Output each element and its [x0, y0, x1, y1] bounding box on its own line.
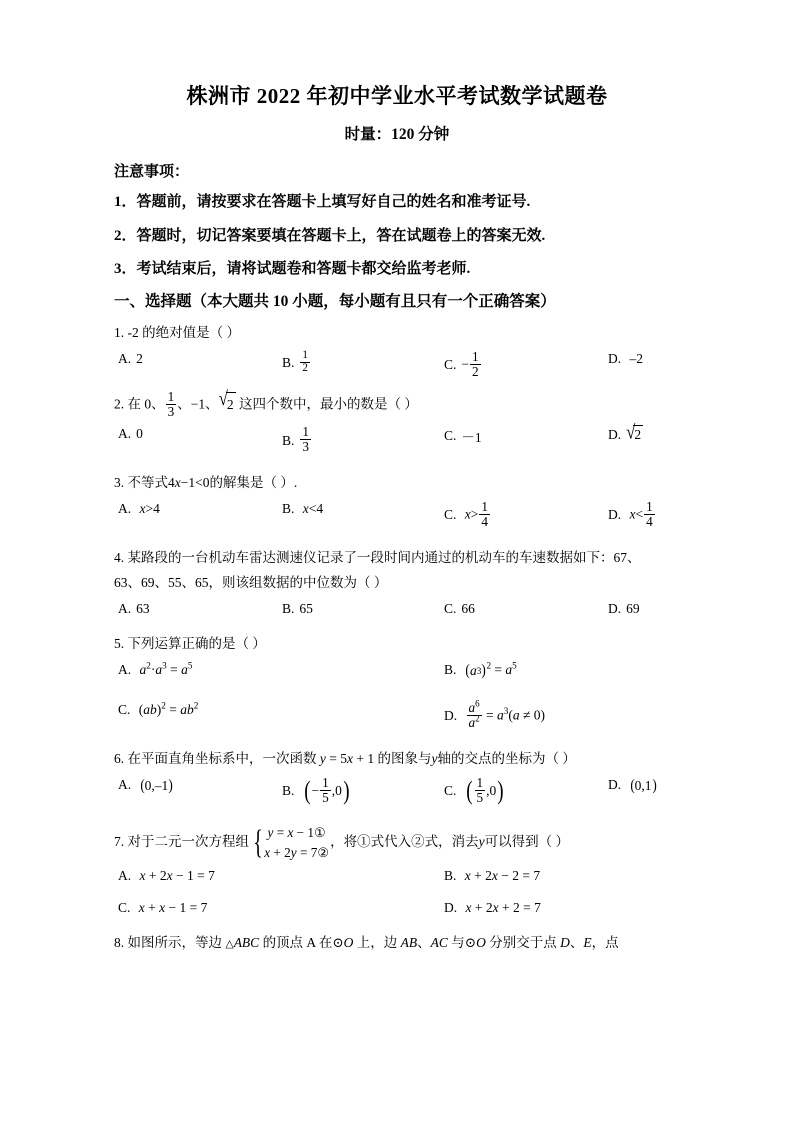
option-label: C. — [444, 600, 457, 616]
question-4-option-a[interactable] — [118, 601, 150, 617]
option-value: x + 2x + 2 = 7 — [465, 900, 541, 916]
question-4-stem-line2: 63、69、55、65，则该组数据的中位数为（ ） — [114, 574, 388, 590]
question-4-options — [114, 601, 680, 625]
option-label: A. — [118, 500, 132, 516]
option-label: C. — [118, 701, 131, 717]
option-value: $(ab)^2 = ab^2$ — [135, 700, 199, 717]
question-6-options — [114, 777, 680, 815]
option-value: x + 2x − 1 = 7 — [139, 868, 215, 884]
question-4-stem-line1: 4. 某路段的一台机动车雷达测速仪记录了一段时间内通过的机动车的车速数据如下：67、 — [114, 549, 641, 565]
question-6-stem-part3: 轴的交点的坐标为（ ） — [437, 750, 576, 766]
question-7-stem — [114, 823, 680, 863]
option-value: ( − $\frac{1}{5}$ ,0 ) — [303, 775, 350, 806]
question-1-options — [114, 351, 680, 383]
option-value: 63 — [136, 600, 150, 616]
equation-system: { y = x − 1① x + 2y = 7② — [253, 823, 330, 861]
option-label: D. — [608, 600, 622, 616]
question-6-stem-part1: 6. 在平面直角坐标系中，一次函数 — [114, 750, 317, 766]
question-6-option-b[interactable] — [282, 777, 351, 806]
question-6-option-c[interactable] — [444, 777, 505, 806]
question-2-stem-part1: 2. 在 0、 — [114, 396, 165, 412]
option-value: x> $\frac{1}{4}$ — [464, 499, 488, 530]
question-6-stem — [114, 748, 680, 771]
equation-1: y = x − 1① — [267, 824, 326, 840]
option-value: –2 — [626, 350, 643, 366]
question-7-option-d[interactable] — [444, 900, 541, 916]
question-2-stem — [114, 387, 680, 420]
option-label: C. — [444, 357, 457, 373]
question-7-elim-var: y — [478, 833, 485, 849]
question-7-options-row2 — [114, 900, 680, 924]
section-heading-choice: 一、选择题（本大题共 10 小题，每小题有且只有一个正确答案） — [114, 293, 556, 311]
option-value: －1 — [461, 429, 482, 445]
option-value: 0 — [136, 425, 143, 441]
question-7-option-b[interactable] — [444, 868, 540, 884]
option-label: D. — [444, 900, 458, 916]
option-label: C. — [444, 427, 457, 443]
equation-2: x + 2y = 7② — [264, 844, 330, 860]
question-1-stem: 1. -2 的绝对值是（ ） — [114, 325, 240, 341]
notice-item-2: 2．答题时，切记答案要填在答题卡上，答在试题卷上的答案无效. — [114, 227, 546, 244]
option-value: − $\frac{1}{2}$ — [461, 349, 479, 380]
question-6-option-a[interactable] — [118, 777, 173, 794]
question-4-option-c[interactable] — [444, 601, 475, 617]
option-label: B. — [282, 783, 295, 799]
option-value: 66 — [461, 600, 475, 616]
question-5-option-a[interactable] — [118, 662, 192, 678]
question-5-stem: 5. 下列运算正确的是（ ） — [114, 635, 266, 651]
question-3 — [114, 472, 680, 539]
question-8-stem: 8. 如图所示，等边 △ABC 的顶点 A 在⊙O 上，边 AB、AC 与⊙O 分别交于点 D、E，点 — [114, 935, 619, 951]
question-1 — [114, 322, 680, 383]
question-2-option-a[interactable] — [118, 426, 143, 442]
question-5 — [114, 633, 680, 740]
option-value: x< $\frac{1}{4}$ — [629, 499, 653, 530]
question-4-option-b[interactable] — [282, 601, 313, 617]
question-4-option-d[interactable] — [608, 601, 640, 617]
question-7 — [114, 823, 680, 925]
option-label: D. — [444, 708, 458, 724]
question-7-stem-part3: 可以得到（ ） — [484, 833, 570, 849]
question-6-axis-var: y — [431, 750, 438, 766]
option-value: $\frac{a^6}{a^2}$ = $a^3(a \ne 0)$ — [468, 698, 545, 731]
question-3-option-b[interactable] — [282, 501, 323, 517]
option-label: B. — [282, 500, 295, 516]
question-7-stem-part1: 7. 对于二元一次方程组 — [114, 833, 249, 849]
question-5-option-c[interactable] — [118, 702, 198, 718]
question-2-option-c[interactable] — [444, 426, 482, 446]
sqrt-two: √ 2 — [219, 392, 236, 417]
question-7-stem-part2: ，将①式代入②式，消去 — [330, 833, 479, 849]
question-2-option-d[interactable] — [608, 421, 643, 444]
notice-item-3: 3．考试结束后，请将试题卷和答题卡都交给监考老师. — [114, 260, 471, 277]
option-label: A. — [118, 868, 132, 884]
option-label: C. — [444, 507, 457, 523]
option-value: √ 2 — [626, 421, 642, 444]
question-2 — [114, 387, 680, 464]
question-5-option-d[interactable] — [444, 698, 545, 731]
notice-item-1: 1．答题前，请按要求在答题卡上填写好自己的姓名和准考证号. — [114, 194, 531, 211]
option-label: D. — [608, 426, 622, 442]
option-value: ( $\frac{1}{5}$ ,0 ) — [465, 775, 504, 806]
option-label: A. — [118, 425, 132, 441]
question-3-options — [114, 501, 680, 539]
option-label: D. — [608, 777, 622, 793]
option-value: ( a 3 ) $^2 = a^5$ — [465, 660, 517, 679]
option-label: A. — [118, 661, 132, 677]
page-title: 株洲市 2022 年初中学业水平考试数学试题卷 — [186, 84, 608, 108]
notice-heading: 注意事项： — [114, 164, 190, 181]
option-label: D. — [608, 507, 622, 523]
option-label: B. — [282, 600, 295, 616]
option-value: $a^2\cdot a^3 = a^5$ — [139, 660, 193, 677]
question-3-stem — [114, 472, 680, 495]
question-1-option-b[interactable] — [282, 351, 311, 375]
option-value: 2 — [136, 350, 143, 366]
question-3-inequality: 4x−1<0 — [168, 474, 210, 490]
option-value: $\frac{1}{2}$ — [302, 349, 308, 375]
option-value: x + 2x − 2 = 7 — [464, 868, 541, 884]
option-label: C. — [118, 900, 131, 916]
option-value: x>4 — [139, 500, 160, 516]
question-2-options — [114, 421, 680, 464]
fraction-one-third: $\frac{1}{3}$ — [167, 389, 175, 420]
question-6 — [114, 748, 680, 815]
question-5-option-b[interactable] — [444, 662, 517, 679]
question-2-stem-part3: 这四个数中，最小的数是（ ） — [235, 396, 418, 412]
exam-duration: 时量：120 分钟 — [344, 126, 450, 144]
option-value: 65 — [299, 600, 313, 616]
option-label: C. — [444, 783, 457, 799]
option-label: A. — [118, 600, 132, 616]
question-5-options-row1 — [114, 662, 680, 694]
option-value: ( 0,1 ) — [629, 776, 657, 794]
option-value: x + x − 1 = 7 — [138, 900, 208, 916]
page-content — [114, 82, 680, 957]
question-1-option-a[interactable] — [118, 351, 143, 367]
question-7-options-row1 — [114, 868, 680, 892]
question-1-option-d[interactable] — [608, 351, 643, 367]
option-value: x<4 — [302, 500, 324, 516]
question-6-option-d[interactable] — [608, 777, 657, 794]
option-value: $\frac{1}{3}$ — [302, 424, 309, 455]
question-3-stem-part2: 的解集是（ ）. — [209, 474, 298, 490]
option-label: B. — [282, 355, 295, 371]
question-6-function: y = 5x + 1 — [319, 750, 378, 766]
question-5-options-row2 — [114, 698, 680, 740]
question-3-option-a[interactable] — [118, 501, 160, 517]
question-3-option-c[interactable] — [444, 501, 491, 530]
option-label: D. — [608, 350, 622, 366]
question-8 — [114, 932, 680, 955]
question-3-option-d[interactable] — [608, 501, 656, 530]
option-value: ( 0,–1 ) — [139, 776, 174, 794]
option-label: B. — [444, 662, 457, 678]
question-7-option-c[interactable] — [118, 900, 207, 916]
option-label: B. — [444, 868, 457, 884]
question-1-option-c[interactable] — [444, 351, 482, 380]
option-label: A. — [118, 350, 132, 366]
question-3-stem-part1: 3. 不等式 — [114, 474, 168, 490]
question-7-option-a[interactable] — [118, 868, 215, 884]
option-label: B. — [282, 432, 295, 448]
question-2-stem-part2: 、−1、 — [177, 396, 219, 412]
question-2-option-b[interactable] — [282, 426, 312, 455]
question-4 — [114, 547, 680, 625]
option-value: 69 — [626, 600, 640, 616]
option-label: A. — [118, 777, 132, 793]
question-6-stem-part2: 的图象与 — [377, 750, 432, 766]
